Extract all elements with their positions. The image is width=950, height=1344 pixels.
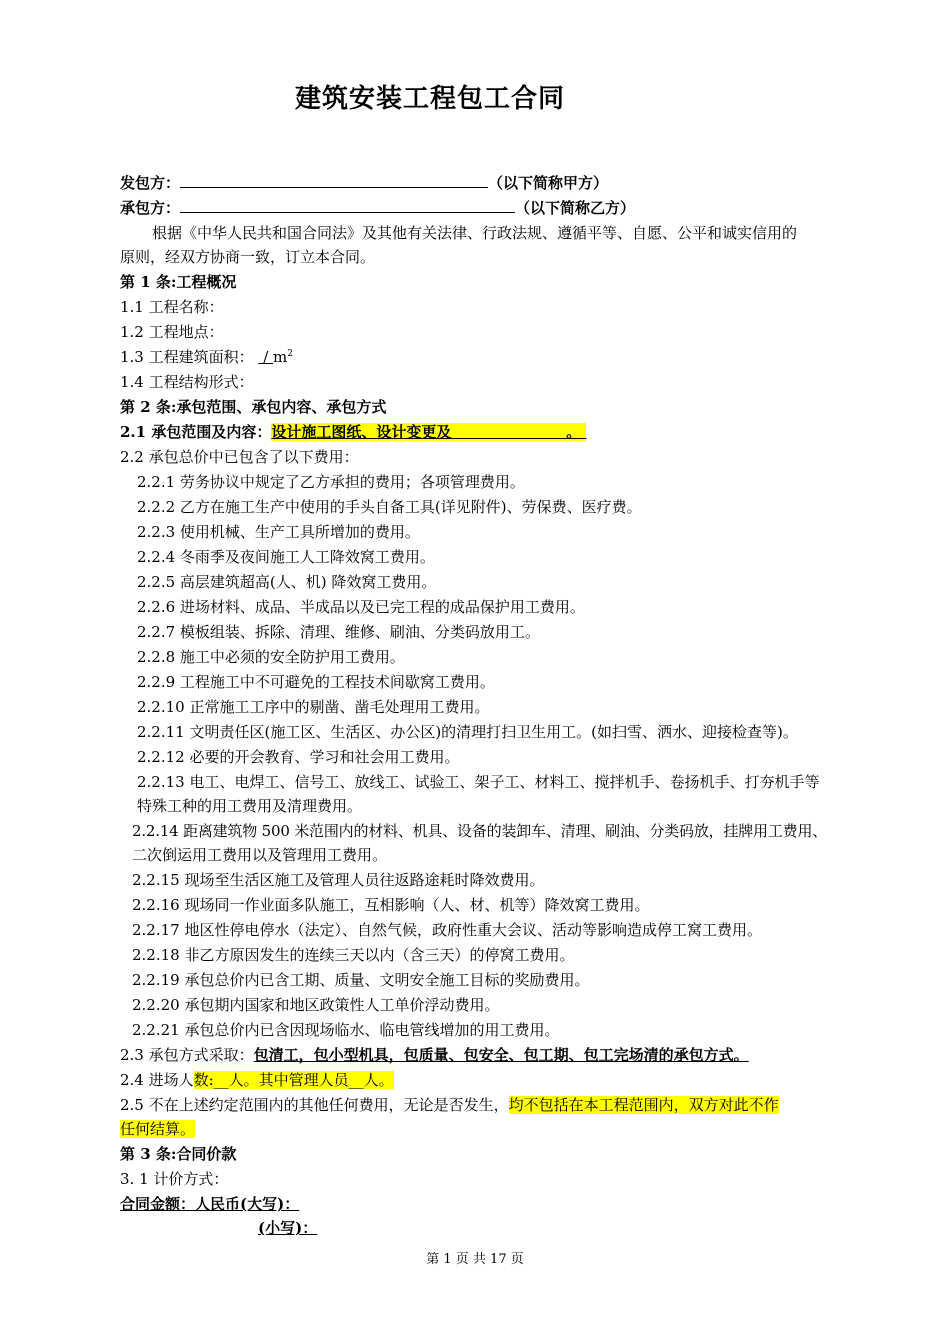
document-title: 建筑安装工程包工合同 (294, 84, 565, 114)
cost-item: 2.2.11 文明责任区(施工区、生活区、办公区)的清理打扫卫生用工。(如扫雪、洒水、迎接检查等)。 (137, 723, 798, 741)
article-3-heading: 第 3 条:合同价款 (120, 1145, 237, 1163)
cost-item: 2.2.16 现场同一作业面多队施工，互相影响（人、材、机等）降效窝工费用。 (132, 896, 650, 914)
cost-item: 2.2.13 电工、电焊工、信号工、放线工、试验工、架子工、材料工、搅拌机手、卷扬机手、打夯机手等 (137, 773, 820, 791)
cost-item: 2.2.3 使用机械、生产工具所增加的费用。 (137, 523, 420, 541)
exclusion-line-2 (120, 1119, 195, 1139)
article-1-item: 1.1 工程名称： (120, 298, 224, 316)
exclusion-label: 2.5 不在上述约定范围内的其他任何费用，无论是否发生， (120, 1096, 509, 1114)
article-1-item: 1.3 工程建筑面积： (120, 348, 254, 366)
preamble-line-2: 原则，经双方协商一致，订立本合同。 (120, 248, 376, 266)
article-1-item: 1.2 工程地点： (120, 323, 224, 341)
cost-item: 2.2.1 劳务协议中规定了乙方承担的费用；各项管理费用。 (137, 473, 525, 491)
article-1-item: 1.4 工程结构形式： (120, 373, 254, 391)
contract-amount-uppercase: 合同金额：人民币(大写)： (120, 1195, 300, 1213)
staff-value: 数:__人。其中管理人员__人。 (193, 1071, 394, 1089)
contract-amount-lowercase-line (120, 1218, 317, 1238)
party-a-line (120, 173, 608, 193)
preamble-line-1: 根据《中华人民共和国合同法》及其他有关法律、行政法规、遵循平等、自愿、公平和诚实信用的 (152, 224, 798, 242)
pricing-method: 3. 1 计价方式： (120, 1170, 229, 1188)
party-b-label: 承包方： (120, 199, 181, 217)
cost-item: 2.2.17 地区性停电停水（法定）、自然气候，政府性重大会议、活动等影响造成停工窝工费用。 (132, 921, 762, 939)
exclusion-line-1 (120, 1095, 779, 1115)
cost-item: 2.2.7 模板组装、拆除、清理、维修、刷油、分类码放用工。 (137, 623, 540, 641)
party-a-blank[interactable] (180, 173, 488, 188)
method-value: 包清工，包小型机具，包质量、包安全、包工期、包工完场清的承包方式。 (253, 1046, 749, 1064)
article-1-area-line (120, 347, 293, 367)
cost-item: 2.2.20 承包期内国家和地区政策性人工单价浮动费用。 (132, 996, 500, 1014)
cost-item: 2.2.14 距离建筑物 500 米范围内的材料、机具、设备的装卸车、清理、刷油、分类码放，挂牌用工费用、 (132, 822, 828, 840)
area-unit: m (273, 348, 288, 366)
staff-line (120, 1070, 394, 1090)
party-a-suffix: （以下简称甲方） (488, 174, 609, 192)
area-unit-exponent: 2 (287, 349, 293, 359)
scope-label: 2.1 承包范围及内容： (120, 423, 272, 441)
cost-item-cont: 特殊工种的用工费用及清理费用。 (137, 797, 363, 815)
exclusion-value: 均不包括在本工程范围内，双方对此不作 (508, 1096, 779, 1114)
cost-item: 2.2.8 施工中必须的安全防护用工费用。 (137, 648, 405, 666)
area-value: / (263, 348, 269, 366)
method-label: 2.3 承包方式采取： (120, 1046, 254, 1064)
method-line (120, 1045, 749, 1065)
cost-item: 2.2.2 乙方在施工生产中使用的手头自备工具(详见附件)、劳保费、医疗费。 (137, 498, 642, 516)
cost-item: 2.2.19 承包总价内已含工期、质量、文明安全施工目标的奖励费用。 (132, 971, 590, 989)
contract-amount-lowercase: (小写)： (258, 1219, 318, 1237)
party-b-line (120, 198, 635, 218)
scope-value: 设计施工图纸、设计变更及 。 (271, 423, 586, 441)
cost-item: 2.2.18 非乙方原因发生的连续三天以内（含三天）的停窝工费用。 (132, 946, 575, 964)
page-footer: 第 1 页 共 17 页 (426, 1252, 524, 1267)
scope-line (120, 422, 586, 442)
staff-label: 2.4 进场人 (120, 1071, 194, 1089)
cost-item: 2.2.9 工程施工中不可避免的工程技术间歇窝工费用。 (137, 673, 495, 691)
article-2-heading: 第 2 条:承包范围、承包内容、承包方式 (120, 398, 387, 416)
article-1-heading: 第 1 条:工程概况 (120, 273, 237, 291)
cost-item-cont: 二次倒运用工费用以及管理用工费用。 (132, 846, 388, 864)
cost-item: 2.2.6 进场材料、成品、半成品以及已完工程的成品保护用工费用。 (137, 598, 585, 616)
exclusion-value-cont: 任何结算。 (120, 1120, 196, 1138)
cost-intro: 2.2 承包总价中已包含了以下费用： (120, 448, 359, 466)
cost-item: 2.2.15 现场至生活区施工及管理人员往返路途耗时降效费用。 (132, 871, 545, 889)
cost-item: 2.2.10 正常施工工序中的剔凿、凿毛处理用工费用。 (137, 698, 490, 716)
cost-item: 2.2.12 必要的开会教育、学习和社会用工费用。 (137, 748, 460, 766)
cost-item: 2.2.21 承包总价内已含因现场临水、临电管线增加的用工费用。 (132, 1021, 560, 1039)
cost-item: 2.2.5 高层建筑超高(人、机) 降效窝工费用。 (137, 573, 437, 591)
cost-item: 2.2.4 冬雨季及夜间施工人工降效窝工费用。 (137, 548, 435, 566)
party-b-suffix: （以下简称乙方） (515, 199, 636, 217)
party-b-blank[interactable] (180, 198, 515, 213)
party-a-label: 发包方： (120, 174, 181, 192)
